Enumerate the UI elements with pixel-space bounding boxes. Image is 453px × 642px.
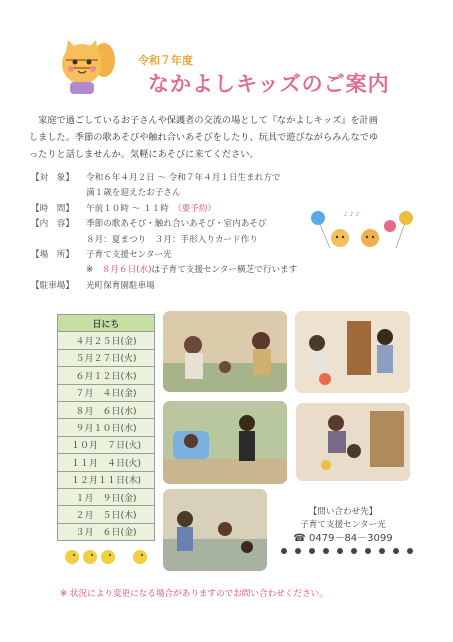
- intro-line: しました。季節の歌あそびや触れ合いあそびをしたり、玩具で遊びながらみんなでゆ: [29, 132, 379, 143]
- squirrel-mascot-icon: [56, 38, 116, 96]
- place-label: 【場 所】: [31, 250, 74, 261]
- schedule-date: ７月 ４日(金): [58, 384, 155, 401]
- schedule-date: １月 ９日(金): [58, 488, 155, 505]
- time-label: 【時 間】: [31, 203, 74, 214]
- reservation-note: （要予約）: [177, 203, 217, 214]
- place-note-prefix: ※: [86, 265, 102, 276]
- page-title: なかよしキッズのご案内: [148, 72, 390, 96]
- time-value: 午前１０時 ～ １１時: [86, 203, 169, 214]
- content-value: 季節の歌あそび・触れ合いあそび・室内あそび: [86, 219, 267, 230]
- schedule-date: ４月２５日(金): [58, 332, 155, 349]
- activity-photo-1: [163, 311, 287, 392]
- contact-phone: 0479－84－3099: [309, 533, 393, 544]
- target-label: 【対 象】: [31, 173, 74, 183]
- activity-photo-5: [163, 489, 267, 571]
- balloon-bear-icon: [310, 208, 420, 256]
- intro-line: ったりと話しませんか。気軽にあそびに来てください。: [29, 149, 259, 160]
- schedule-table: [57, 314, 155, 541]
- contact-name: 子育て支援センター光: [300, 520, 386, 530]
- activity-photo-2: [295, 311, 410, 393]
- parking-value: 光町保育園駐車場: [86, 280, 155, 291]
- schedule-date: ６月１２日(木): [58, 367, 155, 384]
- info-block: [31, 171, 331, 294]
- schedule-date: ２月 ５日(木): [58, 506, 155, 523]
- intro-text: [29, 112, 429, 163]
- schedule-date: ３月 ６日(金): [58, 523, 155, 540]
- year-label: 令和７年度: [138, 54, 193, 67]
- svg-text:♪ ♪ ♪: ♪ ♪ ♪: [344, 211, 360, 218]
- flower-border-icon: [276, 540, 416, 562]
- place-note-date: ８月６日(水): [101, 265, 152, 276]
- content-label: 【内 容】: [31, 219, 74, 230]
- target-value-2: 満１歳を迎えたお子さん: [86, 188, 181, 199]
- activity-photo-3: [163, 401, 287, 484]
- phone-icon: ☎: [293, 533, 309, 544]
- place-note-text: は子育て支援センター横芝で行います: [151, 265, 298, 276]
- place-value: 子育て支援センター光: [86, 250, 172, 261]
- activity-photo-4: [296, 403, 410, 481]
- chicks-icon: [60, 546, 160, 566]
- schedule-date: １２月１１日(木): [58, 471, 155, 488]
- content-value-2: ８月：夏まつり ３月：手形入りカード作り: [86, 234, 258, 245]
- contact-label: 【問い合わせ先】: [308, 507, 378, 517]
- schedule-date: ８月 ６日(水): [58, 401, 155, 418]
- schedule-date: １１月 ４日(火): [58, 454, 155, 471]
- schedule-date: １０月 ７日(火): [58, 436, 155, 453]
- footer-note: ※ 状況により変更になる場合がありますのでお問い合わせください。: [60, 589, 328, 599]
- schedule-header: 日にち: [58, 315, 155, 332]
- intro-line: 家庭で過ごしているお子さんや保護者の交流の場として『なかよしキッズ』を計画: [38, 115, 378, 126]
- schedule-date: ９月１０日(水): [58, 419, 155, 436]
- schedule-date: ５月２７日(火): [58, 349, 155, 366]
- target-value: 令和６年４月２日 ～ 令和７年４月１日生まれ方で: [86, 173, 281, 183]
- parking-label: 【駐車場】: [31, 280, 74, 291]
